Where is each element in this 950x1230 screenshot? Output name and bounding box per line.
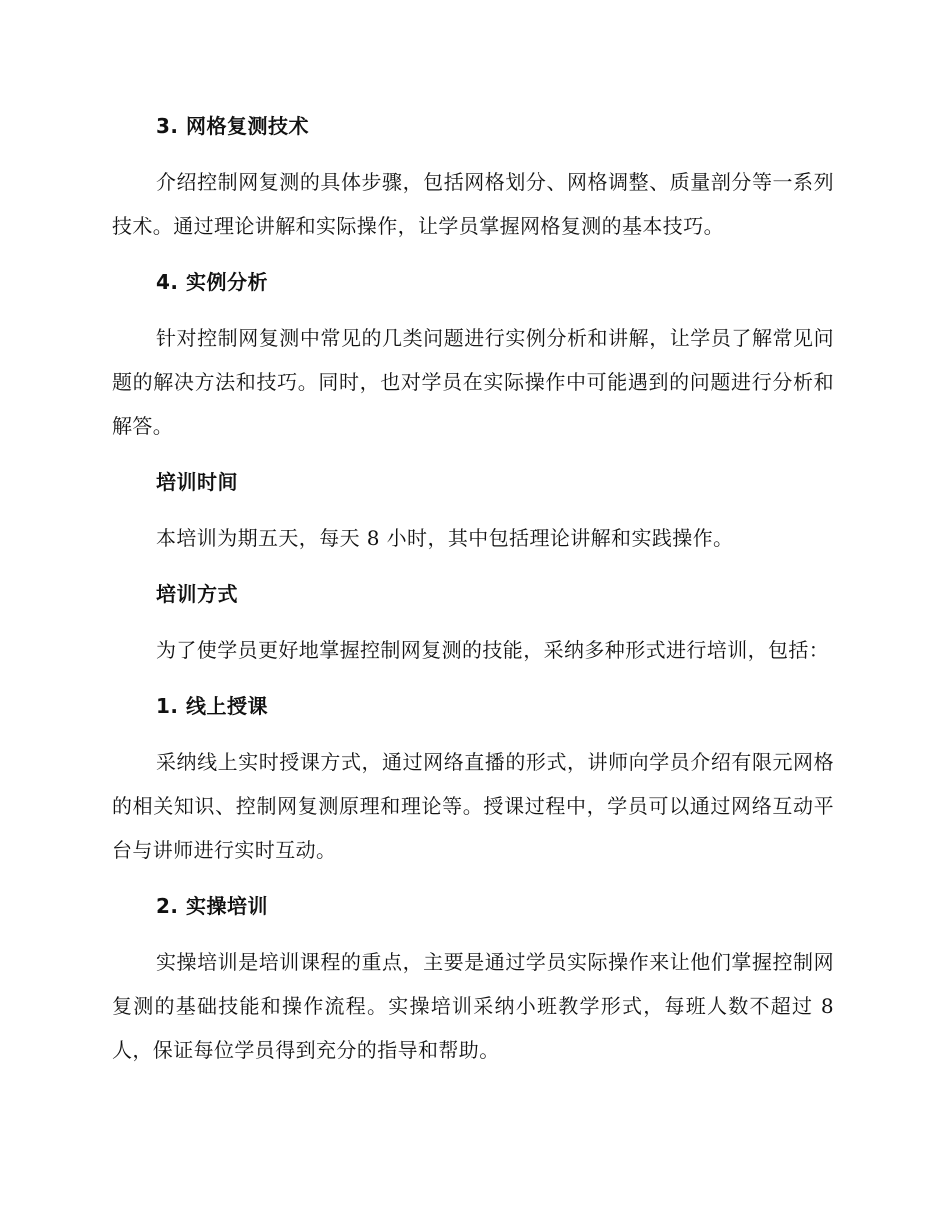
section-heading-case-analysis: 4. 实例分析 (156, 270, 268, 294)
section-heading-training-time: 培训时间 (156, 470, 238, 494)
section-paragraph-grid-retest: 介绍控制网复测的具体步骤，包括网格划分、网格调整、质量剖分等一系列技术。通过理论讲解和实际操作，让学员掌握网格复测的基本技巧。 (112, 170, 834, 238)
document-body (112, 110, 834, 1090)
section-heading-grid-retest: 3. 网格复测技术 (156, 114, 309, 138)
section-heading-training-method: 培训方式 (156, 582, 238, 606)
section-paragraph-case-analysis: 针对控制网复测中常见的几类问题进行实例分析和讲解，让学员了解常见问题的解决方法和技巧。同时，也对学员在实际操作中可能遇到的问题进行分析和解答。 (112, 326, 834, 438)
section-paragraph-online-teaching: 采纳线上实时授课方式，通过网络直播的形式，讲师向学员介绍有限元网格的相关知识、控制网复测原理和理论等。授课过程中，学员可以通过网络互动平台与讲师进行实时互动。 (112, 750, 834, 862)
section-paragraph-training-method: 为了使学员更好地掌握控制网复测的技能，采纳多种形式进行培训，包括： (156, 638, 830, 662)
section-heading-online-teaching: 1. 线上授课 (156, 694, 268, 718)
section-paragraph-practical-training: 实操培训是培训课程的重点，主要是通过学员实际操作来让他们掌握控制网复测的基础技能和操作流程。实操培训采纳小班教学形式，每班人数不超过 8 人，保证每位学员得到充分的指导和帮助。 (112, 950, 834, 1062)
section-heading-practical-training: 2. 实操培训 (156, 894, 268, 918)
section-paragraph-training-time: 本培训为期五天，每天 8 小时，其中包括理论讲解和实践操作。 (156, 526, 734, 550)
